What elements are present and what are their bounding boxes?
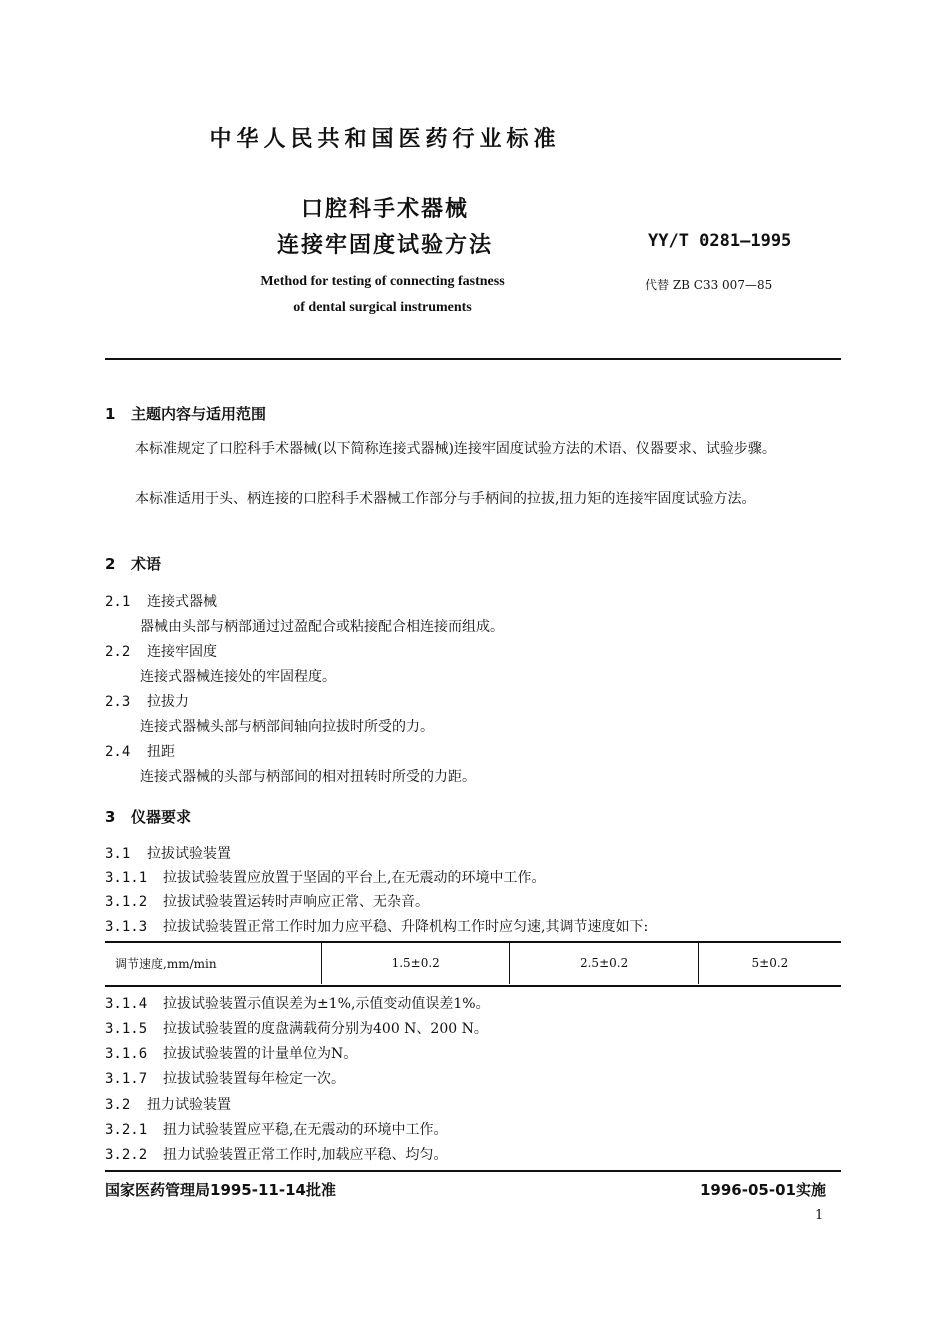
title-line-2: 连接牢固度试验方法: [276, 233, 493, 258]
term-definition: 连接式器械头部与柄部间轴向拉拔时所受的力。: [140, 719, 434, 735]
section-3-heading: [105, 806, 191, 827]
term-item: [105, 641, 217, 661]
table-bottom-rule: [105, 985, 841, 987]
page-number: 1: [815, 1208, 824, 1223]
item-text: 拉拔试验装置的计量单位为N。: [163, 1046, 358, 1062]
item-text: 拉拔试验装置的度盘满载荷分别为400 N、200 N。: [163, 1021, 488, 1037]
requirement-item: [105, 843, 231, 863]
item-number: 2.4: [105, 744, 131, 760]
requirement-item: [105, 1043, 357, 1063]
item-text: 扭力试验装置正常工作时,加载应平稳、均匀。: [163, 1147, 448, 1163]
section-title: 术语: [131, 555, 162, 573]
term-name: 扭距: [147, 744, 175, 760]
standard-code: YY/T 0281—1995: [648, 231, 792, 251]
term-name: 拉拔力: [147, 694, 189, 710]
item-text: 拉拔试验装置应放置于坚固的平台上,在无震动的环境中工作。: [163, 870, 546, 886]
term-name: 连接式器械: [147, 594, 217, 610]
item-number: 3.2: [105, 1097, 131, 1113]
speed-table: [105, 942, 841, 984]
item-text: 拉拔试验装置每年检定一次。: [163, 1071, 345, 1087]
item-number: 3.1.5: [105, 1021, 148, 1037]
term-definition: 连接式器械的头部与柄部间的相对扭转时所受的力距。: [140, 769, 476, 785]
item-text: 拉拔试验装置: [147, 846, 231, 862]
term-name: 连接牢固度: [147, 644, 217, 660]
item-number: 3.1.7: [105, 1071, 148, 1087]
section-title: 主题内容与适用范围: [131, 405, 267, 423]
item-text: 拉拔试验装置示值误差为±1%,示值变动值误差1%。: [163, 996, 490, 1012]
english-title-line-2: of dental surgical instruments: [293, 300, 472, 315]
requirement-item: [105, 867, 545, 887]
item-text: 扭力试验装置: [147, 1097, 231, 1113]
item-number: 3.1.4: [105, 996, 148, 1012]
item-number: 3.1.6: [105, 1046, 148, 1062]
term-item: [105, 591, 217, 611]
item-number: 2.2: [105, 644, 131, 660]
term-item: [105, 691, 189, 711]
requirement-item: [105, 993, 490, 1013]
footer-divider: [105, 1170, 841, 1172]
item-number: 2.3: [105, 694, 131, 710]
term-definition: 连接式器械连接处的牢固程度。: [140, 669, 336, 685]
section-title: 仪器要求: [131, 808, 192, 826]
requirement-item: [105, 1144, 447, 1164]
item-number: 3.2.2: [105, 1147, 148, 1163]
requirement-item: [105, 916, 648, 936]
section-1-paragraph-1: 本标准规定了口腔科手术器械(以下简称连接式器械)连接牢固度试验方法的术语、仪器要求、试验步骤。: [135, 441, 776, 457]
item-number: 3.1.3: [105, 919, 148, 935]
replaces-note: 代替 ZB C33 007—85: [645, 278, 773, 292]
title-line-1: 口腔科手术器械: [300, 197, 469, 222]
item-number: 3.2.1: [105, 1122, 148, 1138]
section-number: 3: [105, 808, 116, 826]
term-definition: 器械由头部与柄部通过过盈配合或粘接配合相连接而组成。: [140, 619, 504, 635]
standard-category: 中华人民共和国医药行业标准: [209, 127, 561, 152]
term-item: [105, 741, 175, 761]
item-text: 拉拔试验装置运转时声响应正常、无杂音。: [163, 894, 429, 910]
effective-date: 1996-05-01实施: [700, 1181, 826, 1199]
table-label-cell: 调节速度,mm/min: [115, 956, 217, 971]
item-text: 扭力试验装置应平稳,在无震动的环境中工作。: [163, 1122, 448, 1138]
section-number: 1: [105, 405, 116, 423]
header-divider: [105, 358, 841, 360]
section-2-heading: [105, 553, 161, 574]
table-value-cell: 2.5±0.2: [510, 942, 698, 984]
item-number: 2.1: [105, 594, 131, 610]
section-number: 2: [105, 555, 116, 573]
item-number: 3.1: [105, 846, 131, 862]
section-1-heading: [105, 403, 266, 424]
requirement-item: [105, 1018, 488, 1038]
requirement-item: [105, 1119, 447, 1139]
table-value-cell: 1.5±0.2: [322, 942, 510, 984]
requirement-item: [105, 1068, 345, 1088]
table-row: [105, 942, 841, 984]
requirement-item: [105, 891, 429, 911]
english-title-line-1: Method for testing of connecting fastness: [260, 274, 505, 289]
section-1-paragraph-2: 本标准适用于头、柄连接的口腔科手术器械工作部分与手柄间的拉拔,扭力矩的连接牢固度试验方法。: [135, 491, 756, 507]
item-text: 拉拔试验装置正常工作时加力应平稳、升降机构工作时应匀速,其调节速度如下:: [163, 919, 649, 935]
table-value-cell: 5±0.2: [698, 942, 841, 984]
item-number: 3.1.2: [105, 894, 148, 910]
approval-note: 国家医药管理局1995-11-14批准: [105, 1181, 336, 1199]
requirement-item: [105, 1094, 231, 1114]
item-number: 3.1.1: [105, 870, 148, 886]
